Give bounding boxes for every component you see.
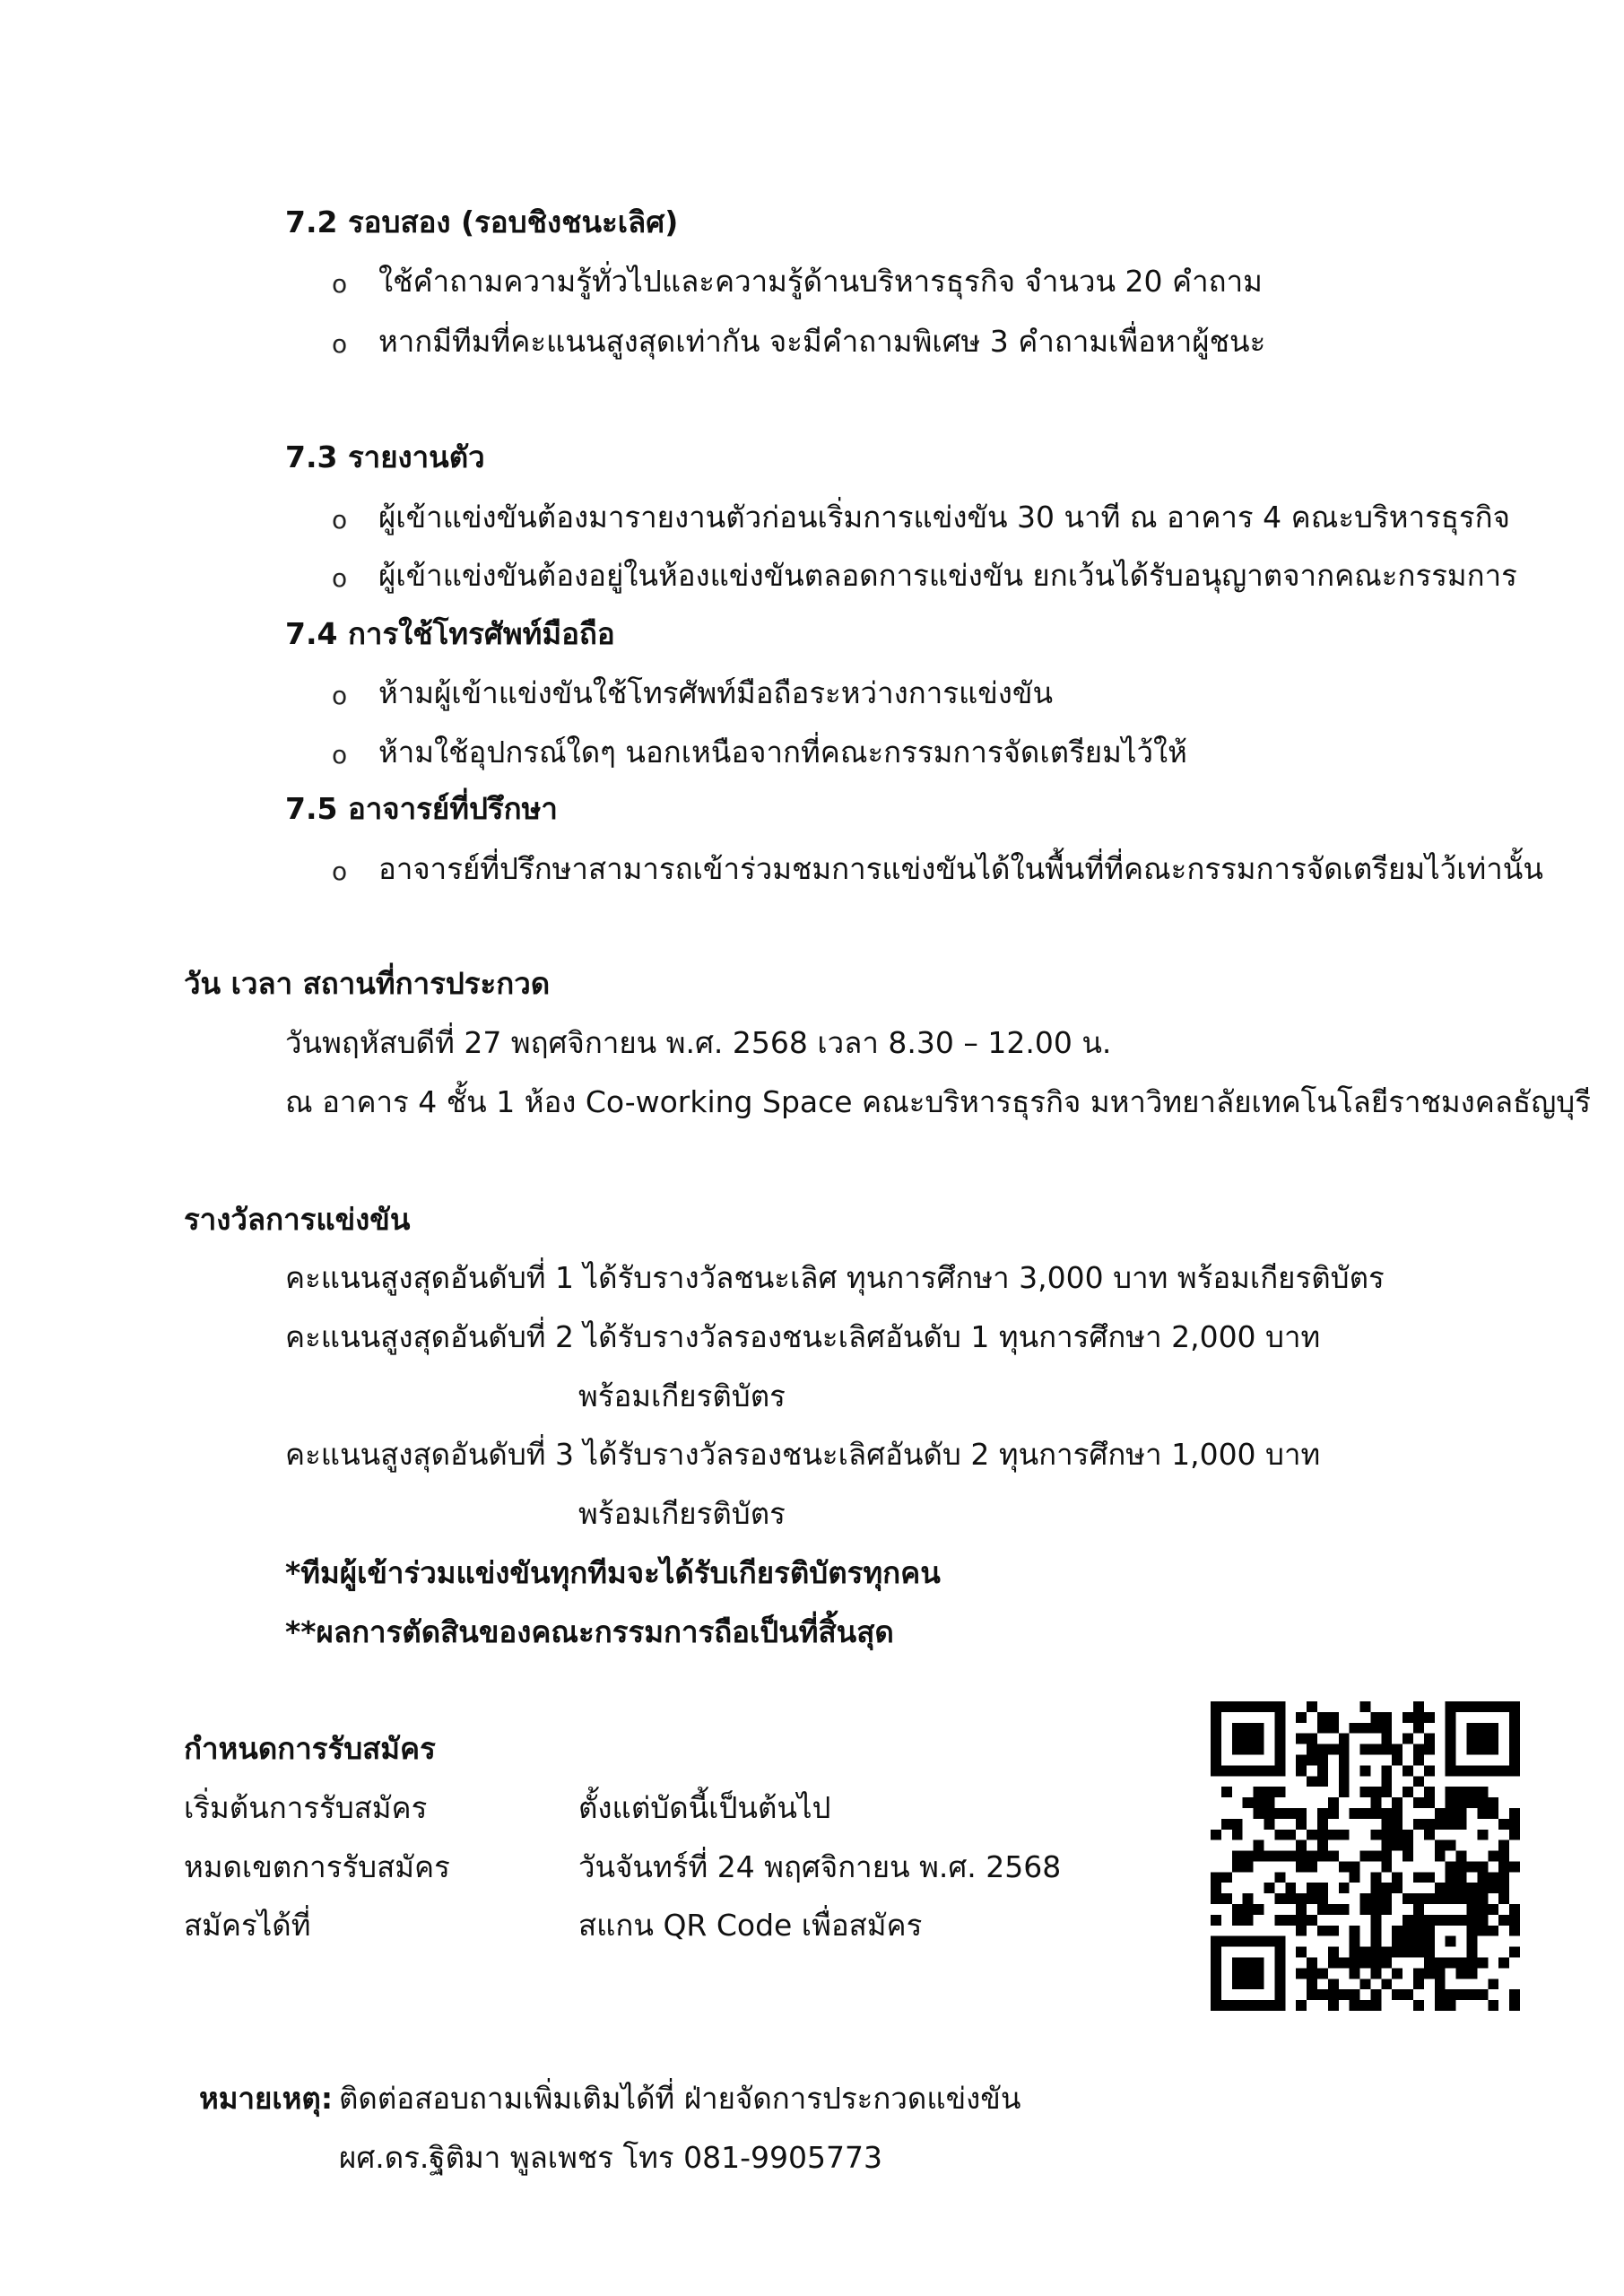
registration-start-label: เริ่มต้นการรับสมัคร [184,1790,428,1825]
award-first: คะแนนสูงสุดอันดับที่ 1 ได้รับรางวัลชนะเลิศ ทุนการศึกษา 3,000 บาท พร้อมเกียรติบัตร [285,1260,1385,1295]
venue-heading: วัน เวลา สถานที่การประกวด [184,966,551,1001]
registration-heading: กำหนดการรับสมัคร [184,1731,436,1766]
bullet-icon: o [332,269,348,299]
bullet-icon: o [332,563,348,593]
bullet-icon: o [332,681,348,710]
remark-line-1: ติดต่อสอบถามเพิ่มเติมได้ที่ ฝ่ายจัดการประกวดแข่งขัน [339,2081,1021,2116]
section-7-4-bullet-2: ห้ามใช้อุปกรณ์ใดๆ นอกเหนือจากที่คณะกรรมการจัดเตรียมไว้ให้ [378,735,1187,770]
award-third-cont: พร้อมเกียรติบัตร [578,1496,786,1531]
section-7-4-bullet-1: ห้ามผู้เข้าแข่งขันใช้โทรศัพท์มือถือระหว่างการแข่งขัน [378,675,1054,710]
award-note-2: **ผลการตัดสินของคณะกรรมการถือเป็นที่สิ้นสุด [285,1614,894,1649]
award-note-1: *ทีมผู้เข้าร่วมแข่งขันทุกทีมจะได้รับเกียรติบัตรทุกคน [285,1555,941,1590]
registration-deadline-label: หมดเขตการรับสมัคร [184,1849,450,1884]
section-7-5-bullet-1: อาจารย์ที่ปรึกษาสามารถเข้าร่วมชมการแข่งขันได้ในพื้นที่ที่คณะกรรมการจัดเตรียมไว้เท่านั้น [378,851,1543,886]
bullet-icon: o [332,329,348,359]
section-7-2-bullet-1: ใช้คำถามความรู้ทั่วไปและความรู้ด้านบริหารธุรกิจ จำนวน 20 คำถาม [378,264,1263,299]
awards-heading: รางวัลการแข่งขัน [184,1202,411,1237]
registration-deadline-value: วันจันทร์ที่ 24 พฤศจิกายน พ.ศ. 2568 [578,1849,1062,1884]
bullet-icon: o [332,505,348,535]
section-7-2-bullet-2: หากมีทีมที่คะแนนสูงสุดเท่ากัน จะมีคำถามพิเศษ 3 คำถามเพื่อหาผู้ชนะ [378,324,1266,359]
section-7-3-bullet-2: ผู้เข้าแข่งขันต้องอยู่ในห้องแข่งขันตลอดการแข่งขัน ยกเว้นได้รับอนุญาตจากคณะกรรมการ [378,558,1517,593]
award-second-cont: พร้อมเกียรติบัตร [578,1378,786,1413]
bullet-icon: o [332,740,348,770]
registration-where-value: สแกน QR Code เพื่อสมัคร [578,1908,923,1943]
registration-start-value: ตั้งแต่บัดนี้เป็นต้นไป [578,1790,831,1825]
bullet-icon: o [332,857,348,886]
section-7-5-heading: 7.5 อาจารย์ที่ปรึกษา [285,791,558,826]
venue-date: วันพฤหัสบดีที่ 27 พฤศจิกายน พ.ศ. 2568 เวลา 8.30 – 12.00 น. [285,1025,1112,1060]
remark-line-2: ผศ.ดร.ฐิติมา พูลเพชร โทร 081-9905773 [339,2140,883,2175]
section-7-4-heading: 7.4 การใช้โทรศัพท์มือถือ [285,616,615,651]
venue-place: ณ อาคาร 4 ชั้น 1 ห้อง Co-working Space คณะบริหารธุรกิจ มหาวิทยาลัยเทคโนโลยีราชมงคลธัญบุรี [285,1084,1591,1119]
qr-code-icon[interactable] [1211,1701,1520,2011]
section-7-3-heading: 7.3 รายงานตัว [285,439,485,474]
remark-label: หมายเหตุ: [199,2081,334,2116]
award-third: คะแนนสูงสุดอันดับที่ 3 ได้รับรางวัลรองชนะเลิศอันดับ 2 ทุนการศึกษา 1,000 บาท [285,1437,1321,1472]
award-second: คะแนนสูงสุดอันดับที่ 2 ได้รับรางวัลรองชนะเลิศอันดับ 1 ทุนการศึกษา 2,000 บาท [285,1319,1321,1354]
section-7-3-bullet-1: ผู้เข้าแข่งขันต้องมารายงานตัวก่อนเริ่มการแข่งขัน 30 นาที ณ อาคาร 4 คณะบริหารธุรกิจ [378,500,1510,535]
registration-where-label: สมัครได้ที่ [184,1908,311,1943]
section-7-2-heading: 7.2 รอบสอง (รอบชิงชนะเลิศ) [285,204,679,239]
